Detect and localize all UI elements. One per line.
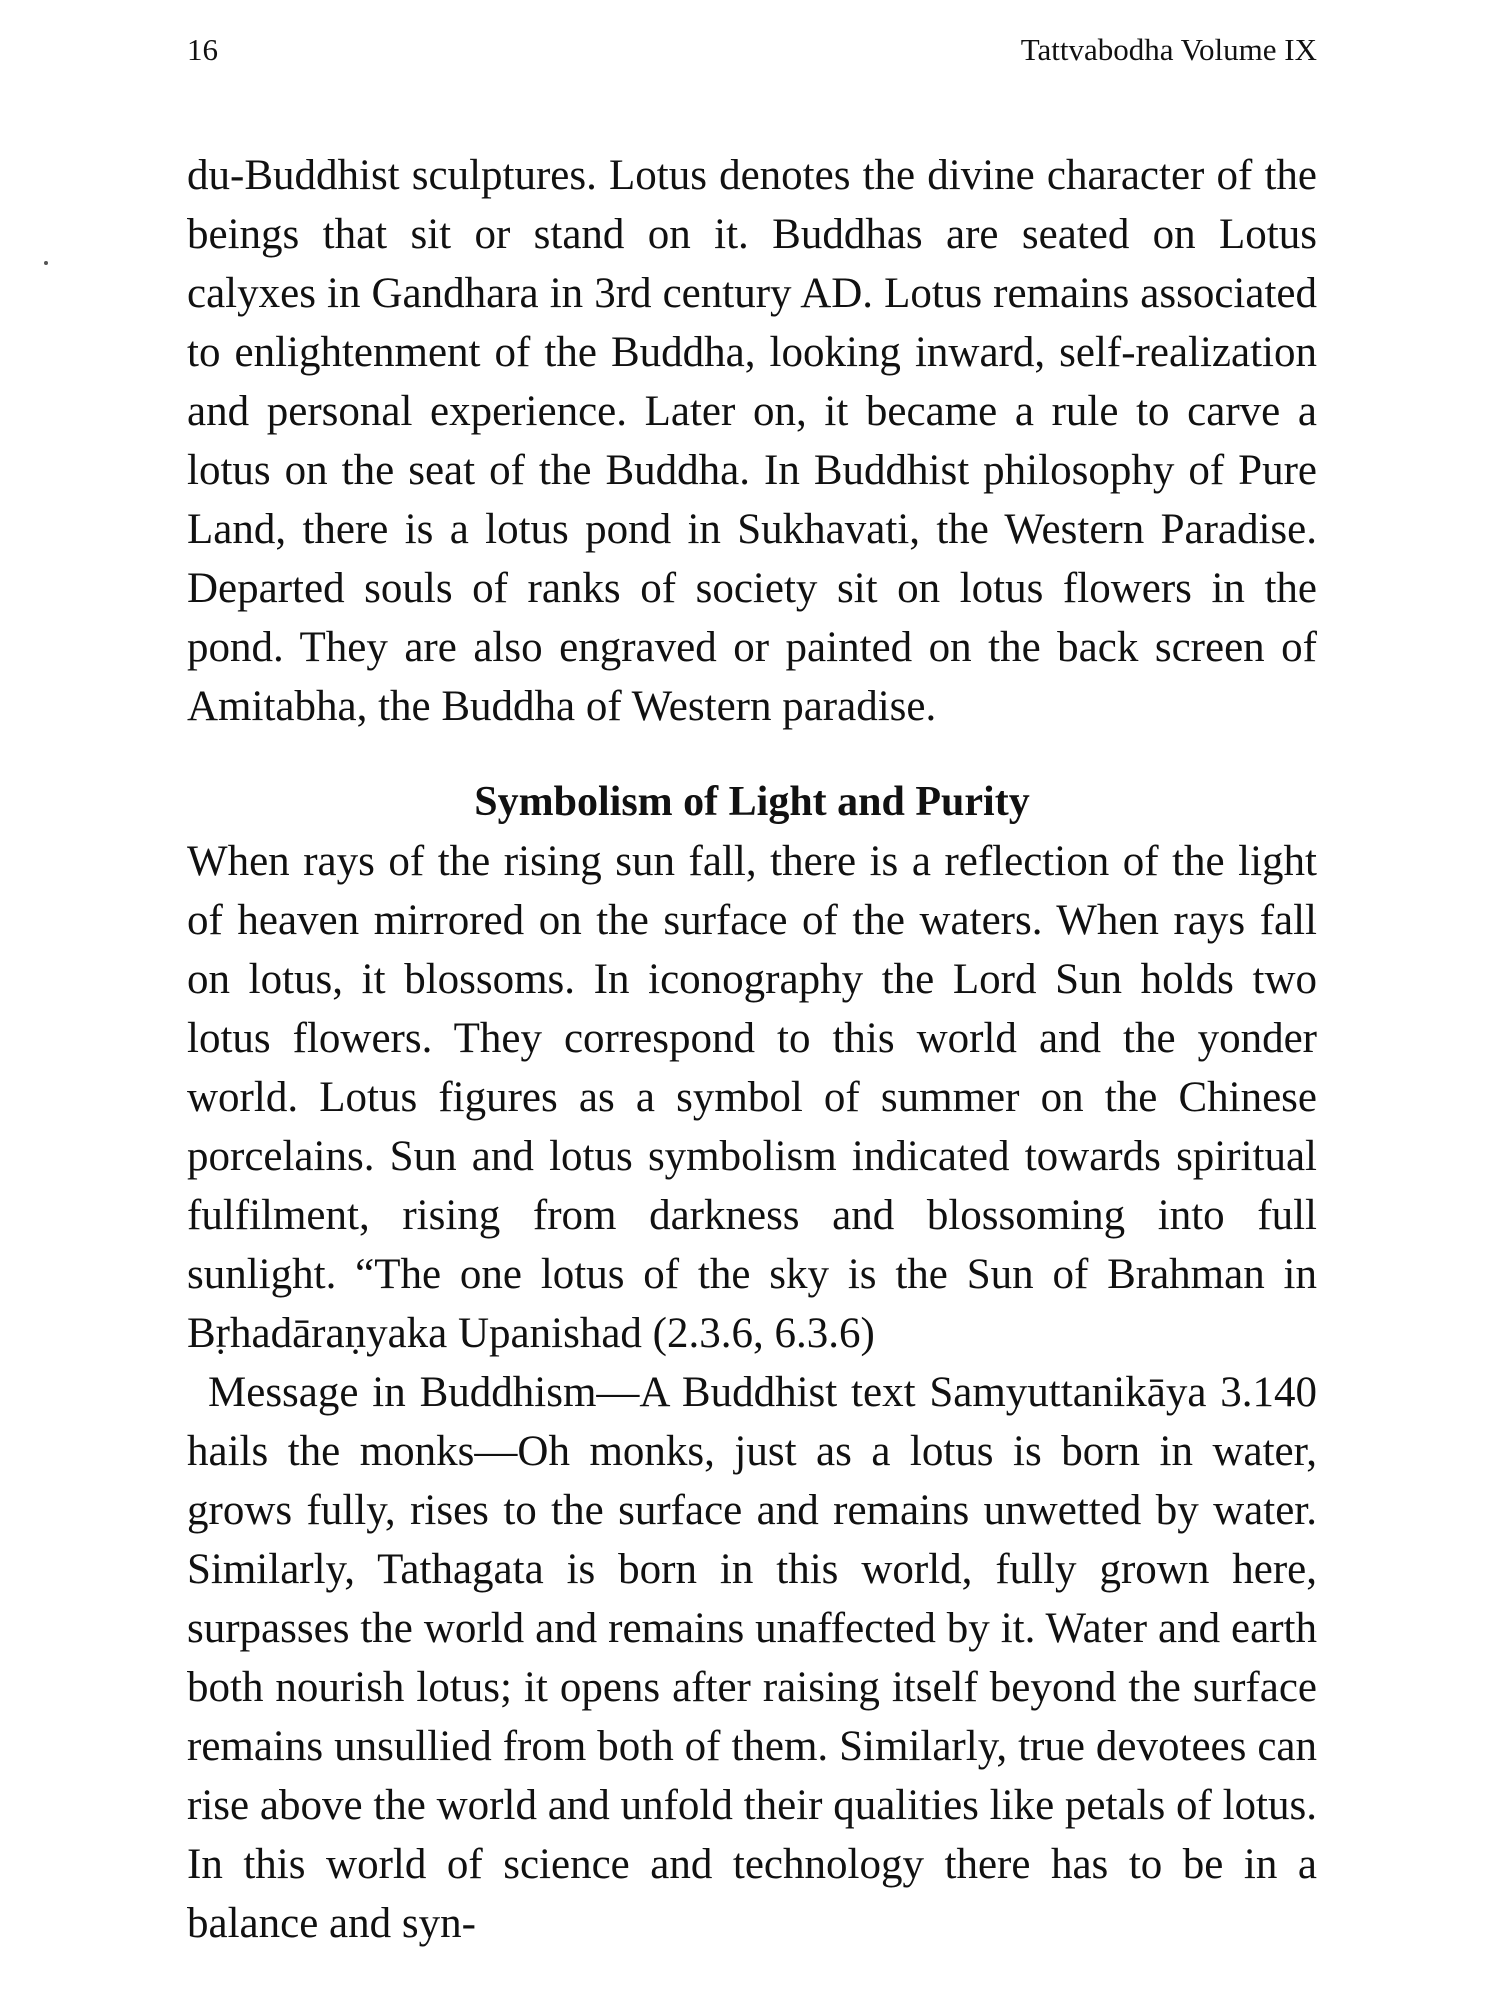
paragraph-1: du-Buddhist sculptures. Lotus denotes the divine character of the beings that sit or stand on it. Buddhas are seated on Lotus calyxes in Gandhara in 3rd century AD. Lotus remains associated to enlightenment of the Buddha, looking inward, self-realization and personal experience. Later on, it became a rule to carve a lotus on the seat of the Buddha. In Buddhist philosophy of Pure Land, there is a lotus pond in Sukhavati, the Western Paradise. Departed souls of ranks of society sit on lotus flowers in the pond. They are also engraved or painted on the back screen of Amitabha, the Buddha of Western paradise. bbox=[187, 152, 1317, 730]
paragraph-2: When rays of the rising sun fall, there is a reflection of the light of heaven mirrored on the surface of the waters. When rays fall on lotus, it blossoms. In iconography the Lord Sun holds two lotus flowers. They correspond to this world and the yonder world. Lotus figures as a symbol of summer on the Chinese porcelains. Sun and lotus symbolism indicated towards spiritual fulfilment, rising from darkness and blossoming into full sunlight. “The one lotus of the sky is the Sun of Brahman in Bṛhadāraṇyaka Upanishad (2.3.6, 6.3.6) bbox=[187, 838, 1317, 1357]
book-page bbox=[187, 30, 1317, 1953]
running-title: Tattvabodha Volume IX bbox=[1020, 32, 1317, 67]
running-head bbox=[187, 30, 1317, 70]
section-heading: Symbolism of Light and Purity bbox=[474, 779, 1030, 825]
body-text bbox=[187, 146, 1317, 1953]
paragraph-3: Message in Buddhism—A Buddhist text Samyuttanikāya 3.140 hails the monks—Oh monks, just as a lotus is born in water, grows fully, rises to the surface and remains unwetted by water. Similarly, Tathagata is born in this world, fully grown here, surpasses the world and remains unaffected by it. Water and earth both nourish lotus; it opens after raising itself beyond the surface remains unsullied from both of them. Similarly, true devotees can rise above the world and unfold their qualities like petals of lotus. In this world of science and technology there has to be in a balance and syn- bbox=[187, 1369, 1317, 1947]
stray-mark bbox=[44, 261, 48, 265]
page-number: 16 bbox=[187, 32, 218, 67]
